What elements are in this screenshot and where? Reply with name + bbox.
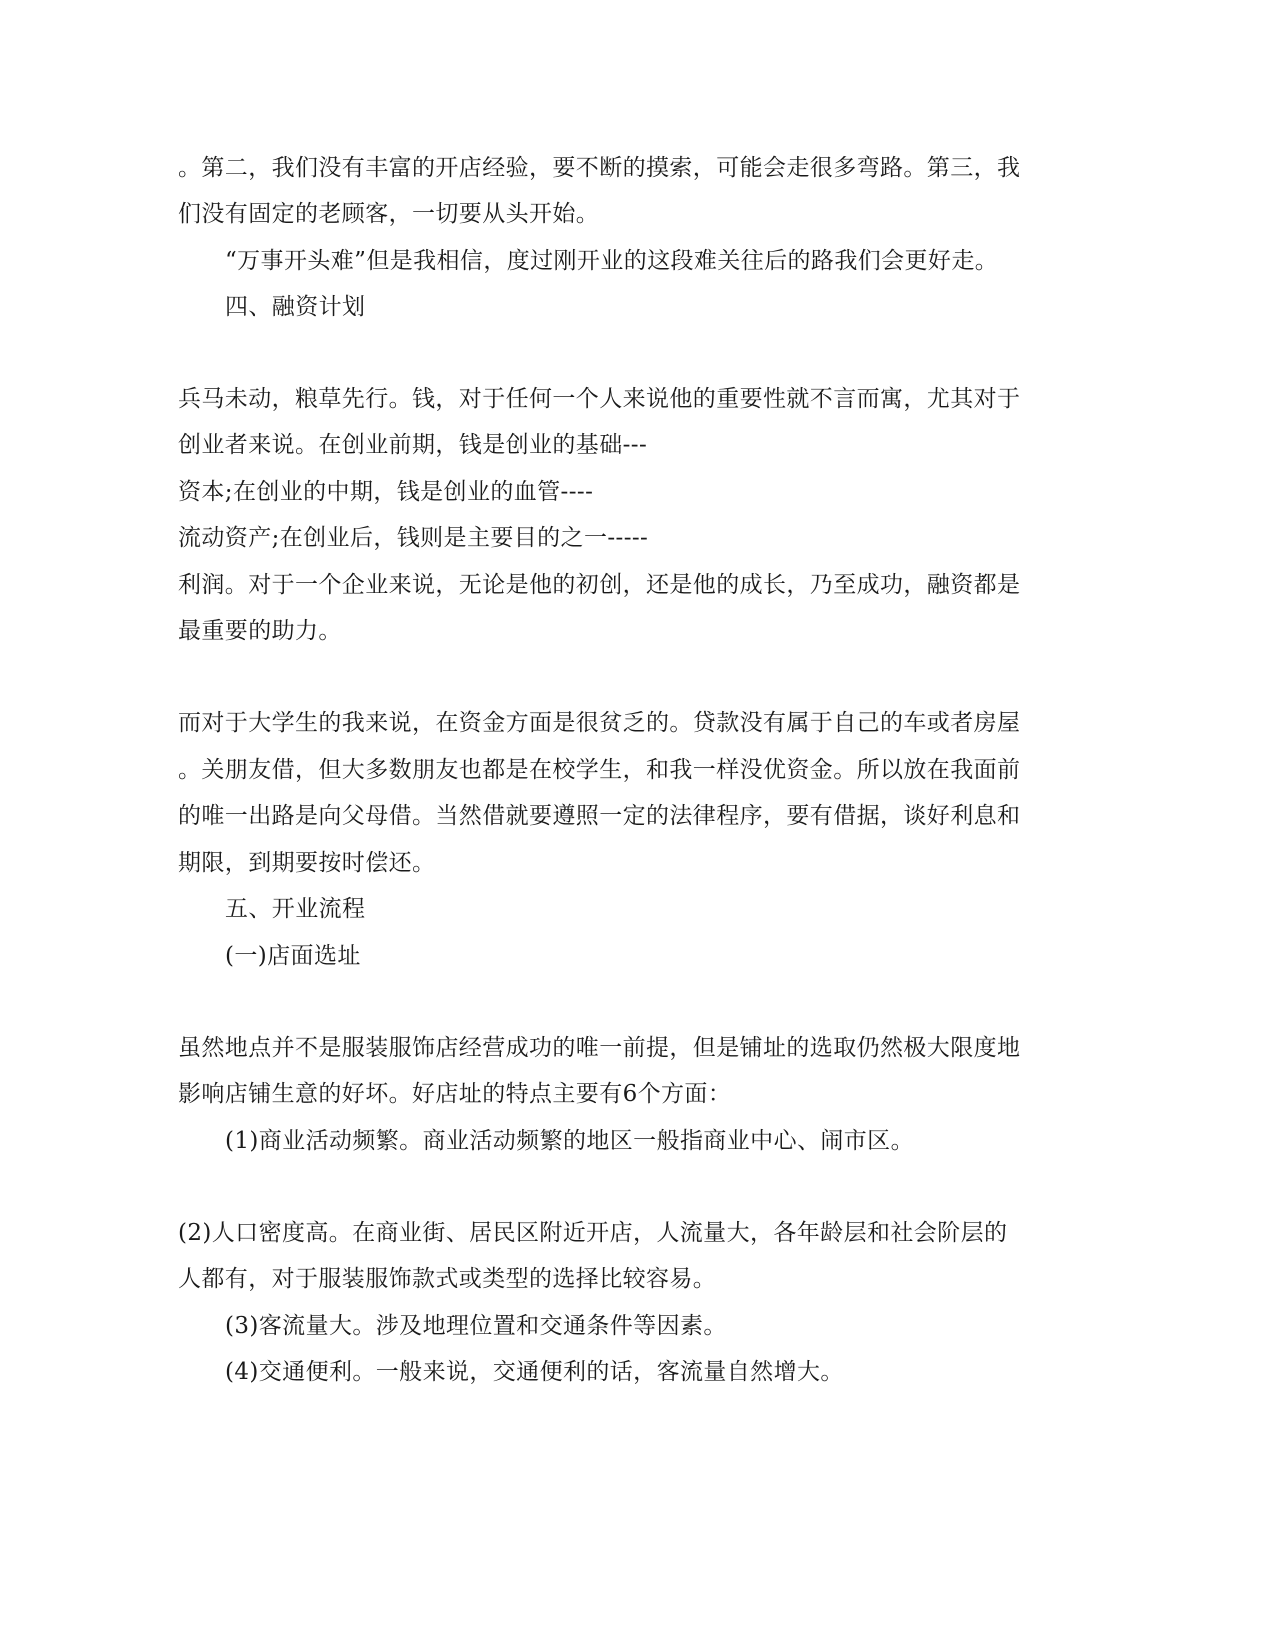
text-line: 的唯一出路是向父母借。当然借就要遵照一定的法律程序，要有借据，谈好利息和 bbox=[178, 803, 1021, 829]
subsection-heading: (一)店面选址 bbox=[225, 943, 361, 969]
section-heading: 四、融资计划 bbox=[225, 294, 366, 320]
text-line: 人都有，对于服装服饰款式或类型的选择比较容易。 bbox=[178, 1266, 717, 1292]
text-line: 们没有固定的老顾客，一切要从头开始。 bbox=[178, 201, 600, 227]
text-line: 期限，到期要按时偿还。 bbox=[178, 850, 436, 876]
text-line: 。第二，我们没有丰富的开店经验，要不断的摸索，可能会走很多弯路。第三，我 bbox=[178, 155, 1021, 181]
text-line: 最重要的助力。 bbox=[178, 618, 342, 644]
list-item: (4)交通便利。一般来说，交通便利的话，客流量自然增大。 bbox=[225, 1359, 844, 1385]
text-line: 兵马未动，粮草先行。钱，对于任何一个人来说他的重要性就不言而寓，尤其对于 bbox=[178, 386, 1021, 412]
text-line: 流动资产;在创业后，钱则是主要目的之一----- bbox=[178, 525, 649, 551]
list-item: (2)人口密度高。在商业街、居民区附近开店，人流量大，各年龄层和社会阶层的 bbox=[178, 1220, 1008, 1246]
text-line: 利润。对于一个企业来说，无论是他的初创，还是他的成长，乃至成功，融资都是 bbox=[178, 572, 1021, 598]
text-line: 创业者来说。在创业前期，钱是创业的基础--- bbox=[178, 432, 648, 458]
text-line: 虽然地点并不是服装服饰店经营成功的唯一前提，但是铺址的选取仍然极大限度地 bbox=[178, 1035, 1021, 1061]
list-item: (1)商业活动频繁。商业活动频繁的地区一般指商业中心、闹市区。 bbox=[225, 1128, 914, 1154]
text-line: 。关朋友借，但大多数朋友也都是在校学生，和我一样没优资金。所以放在我面前 bbox=[178, 757, 1021, 783]
list-item: (3)客流量大。涉及地理位置和交通条件等因素。 bbox=[225, 1313, 727, 1339]
text-line: “万事开头难”但是我相信，度过刚开业的这段难关往后的路我们会更好走。 bbox=[225, 248, 999, 274]
text-line: 影响店铺生意的好坏。好店址的特点主要有6个方面： bbox=[178, 1081, 732, 1107]
text-line: 资本;在创业的中期，钱是创业的血管---- bbox=[178, 479, 594, 505]
section-heading: 五、开业流程 bbox=[225, 896, 366, 922]
text-line: 而对于大学生的我来说，在资金方面是很贫乏的。贷款没有属于自己的车或者房屋 bbox=[178, 710, 1021, 736]
